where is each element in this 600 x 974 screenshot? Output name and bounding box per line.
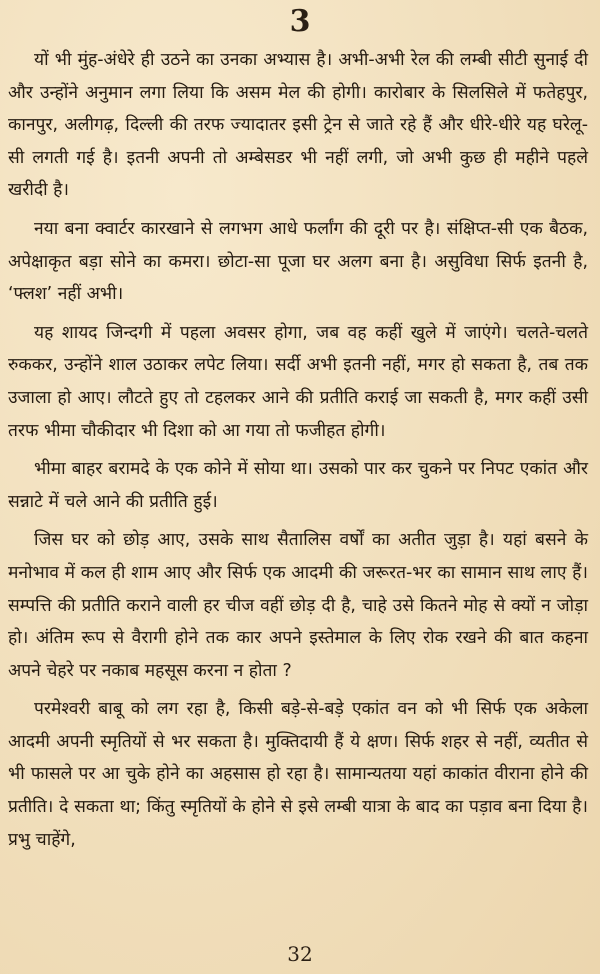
paragraph: परमेश्वरी बाबू को लग रहा है, किसी बड़े-से-बड़े एकांत वन को भी सिर्फ एक अकेला आदमी अपनी स्मृतियों से भर सकता है। मुक्तिदायी हैं ये क्षण। सिर्फ शहर से नहीं, व्यतीत से भी फासले पर आ चुके होने का अहसास हो रहा है। सामान्यतया यहां काकांत वीराना होने की प्रतीति। दे सकता था; किंतु स्मृतियों के होने से इसे लम्बी यात्रा के बाद का पड़ाव बना दिया है। प्रभु चाहेंगे, — [8, 699, 588, 850]
paragraph: यह शायद जिन्दगी में पहला अवसर होगा, जब वह कहीं खुले में जाएंगे। चलते-चलते रुककर, उन्होंने शाल उठाकर लपेट लिया। सर्दी अभी इतनी नहीं, मगर हो सकता है, तब तक उजाला हो आए। लौटते हुए तो टहलकर आने की प्रतीति कराई जा सकती है, मगर कहीं उसी तरफ भीमा चौकीदार भी दिशा को आ गया तो फजीहत होगी। — [8, 322, 588, 441]
paragraph: भीमा बाहर बरामदे के एक कोने में सोया था। उसको पार कर चुकने पर निपट एकांत और सन्नाटे में चले आने की प्रतीति हुई। — [8, 459, 588, 512]
body-text — [8, 44, 588, 862]
chapter-number: 3 — [289, 4, 311, 39]
page-number: 32 — [287, 942, 313, 966]
paragraph: नया बना क्वार्टर कारखाने से लगभग आधे फर्लांग की दूरी पर है। संक्षिप्त-सी एक बैठक, अपेक्षाकृत बड़ा सोने का कमरा। छोटा-सा पूजा घर अलग बना है। असुविधा सिर्फ इतनी है, ‘फ्लश’ नहीं अभी। — [8, 218, 589, 305]
paragraph: जिस घर को छोड़ आए, उसके साथ सैतालिस वर्षों का अतीत जुड़ा है। यहां बसने के मनोभाव में कल ही शाम आए और सिर्फ एक आदमी की जरूरत-भर का सामान साथ लाए हैं। सम्पत्ति की प्रतीति कराने वाली हर चीज वहीं छोड़ दी है, चाहे उसे कितने मोह से क्यों न जोड़ा हो। अंतिम रूप से वैरागी होने तक कार अपने इस्तेमाल के लिए रोक रखने की बात कहना अपने चेहरे पर नकाब महसूस करना न होता ? — [8, 530, 588, 681]
paragraph: यों भी मुंह-अंधेरे ही उठने का उनका अभ्यास है। अभी-अभी रेल की लम्बी सीटी सुनाई दी और उन्होंने अनुमान लगा लिया कि असम मेल की होगी। कारोबार के सिलसिले में फतेहपुर, कानपुर, अलीगढ़, दिल्ली की तरफ ज्यादातर इसी ट्रेन से जाते रहे हैं और धीरे-धीरे यह घरेलू-सी लगती गई है। इतनी अपनी तो अम्बेसडर भी नहीं लगी, जो अभी कुछ ही महीने पहले खरीदी है। — [8, 50, 588, 201]
